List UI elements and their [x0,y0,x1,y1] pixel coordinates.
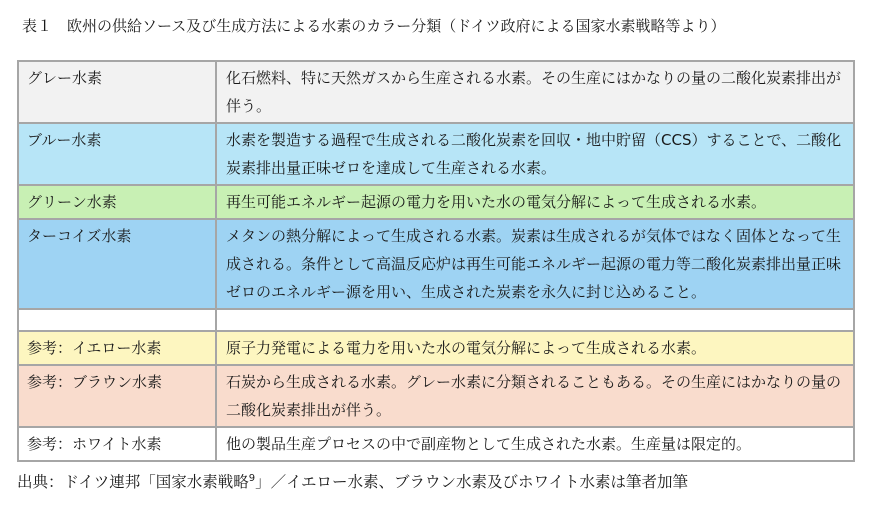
table-row [18,427,854,461]
hydrogen-type-cell: 参考：イエロー水素 [18,331,216,365]
source-prefix: 出典：ドイツ連邦「国家水素戦略 [17,473,249,491]
description-cell: 原子力発電による電力を用いた水の電気分解によって生成される水素。 [216,331,854,365]
description-cell: 化石燃料、特に天然ガスから生産される水素。その生産にはかなりの量の二酸化炭素排出が伴う。 [216,61,854,123]
source-suffix: 」／イエロー水素、ブラウン水素及びホワイト水素は筆者加筆 [255,473,689,491]
description-cell: 再生可能エネルギー起源の電力を用いた水の電気分解によって生成される水素。 [216,185,854,219]
hydrogen-type-cell: ブルー水素 [18,123,216,185]
hydrogen-type-cell: グリーン水素 [18,185,216,219]
hydrogen-type-cell [18,309,216,331]
source-note [17,470,688,494]
hydrogen-type-cell: 参考：ホワイト水素 [18,427,216,461]
table-row [18,365,854,427]
table-row [18,309,854,331]
table-row [18,123,854,185]
description-cell: メタンの熱分解によって生成される水素。炭素は生成されるが気体ではなく固体となって生成される。条件として高温反応炉は再生可能エネルギー起源の電力等二酸化炭素排出量正味ゼロのエネルギー源を用い、生成された炭素を永久に封じ込めること。 [216,219,854,309]
table-row [18,61,854,123]
table-caption: 表１ 欧州の供給ソース及び生成方法による水素のカラー分類（ドイツ政府による国家水素戦略等より） [22,17,726,35]
description-cell: 他の製品生産プロセスの中で副産物として生成された水素。生産量は限定的。 [216,427,854,461]
table-row [18,331,854,365]
hydrogen-type-cell: ターコイズ水素 [18,219,216,309]
footnote-ref: 9 [248,472,256,484]
description-cell: 水素を製造する過程で生成される二酸化炭素を回収・地中貯留（CCS）することで、二酸化炭素排出量正味ゼロを達成して生産される水素。 [216,123,854,185]
hydrogen-type-cell: グレー水素 [18,61,216,123]
hydrogen-color-table [17,60,855,462]
description-cell: 石炭から生成される水素。グレー水素に分類されることもある。その生産にはかなりの量の二酸化炭素排出が伴う。 [216,365,854,427]
hydrogen-type-cell: 参考：ブラウン水素 [18,365,216,427]
description-cell [216,309,854,331]
table-row [18,219,854,309]
table-row [18,185,854,219]
